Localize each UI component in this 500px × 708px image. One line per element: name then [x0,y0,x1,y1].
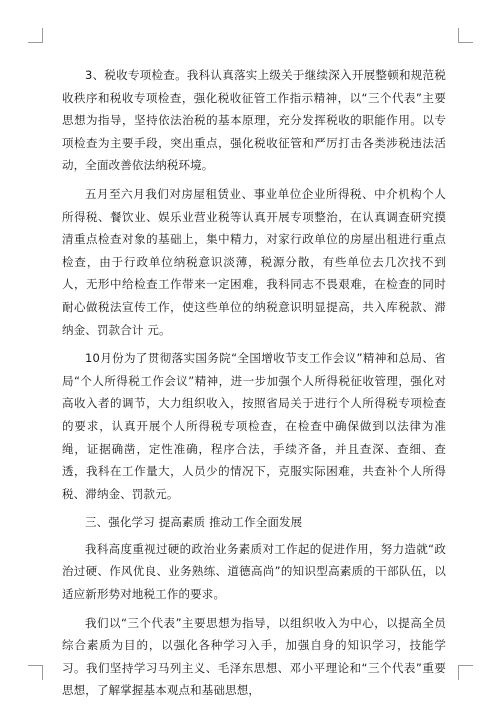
crop-mark-bottom-left [28,665,43,680]
paragraph-quality-team: 我科高度重视过硬的政治业务素质对工作起的促进作用，努力造就“政治过硬、作风优良、业务熟练、道德高尚”的知识型高素质的干部队伍，以适应新形势对地税工作的要求。 [62,541,446,602]
paragraph-study-theory: 我们以“三个代表”主要思想为指导，以组织收入为中心，以提高全员综合素质为目的，以强化各种学习入手，加强自身的知识学习，技能学习。我们坚持学习马列主义、毛泽东思想、邓小平理论和“三个代表”重要思想，了解掌握基本观点和基础思想， [62,615,446,698]
crop-mark-top-right [458,28,473,43]
crop-mark-bottom-right [458,665,473,680]
document-body [62,64,446,708]
paragraph-october-income-tax: 10月份为了贯彻落实国务院“全国增收节支工作会议”精神和总局、省局“个人所得税工作会议”精神，进一步加强个人所得税征收管理，强化对高收入者的调节，大力组织收入，按照省局关于进行个人所得税专项检查的要求，认真开展个人所得税专项检查，在检查中确保做到以法律为准绳，证据确凿，定性准确，程序合法，手续齐备，并且查深、查细、查透，我科在工作量大，人员少的情况下，克服实际困难，共查补个人所得税、滞纳金、罚款元。 [62,351,446,501]
crop-mark-top-left [28,28,43,43]
paragraph-tax-special-inspection: 3、税收专项检查。我科认真落实上级关于继续深入开展整顿和规范税收秩序和税收专项检查，强化税收征管工作指示精神，以“三个代表”主要思想为指导，坚持依法治税的基本原理，充分发挥税收的职能作用。以专项检查为主要手段，突出重点，强化税收征管和严厉打击各类涉税违法活动，全面改善依法纳税环境。 [62,68,446,173]
section-heading-study: 三、强化学习 提高素质 推动工作全面发展 [85,515,303,530]
paragraph-may-june-inspection: 五月至六月我们对房屋租赁业、事业单位企业所得税、中介机构个人所得税、餐饮业、娱乐业营业税等认真开展专项整治，在认真调查研究摸清重点检查对象的基础上，集中精力，对家行政单位的房屋出租进行重点检查，由于行政单位纳税意识淡薄，税源分散，有些单位去几次找不到人，无形中给检查工作带来一定困难，我科同志不畏艰难，在检查的同时耐心做税法宣传工作，使这些单位的纳税意识明显提高，共入库税款、滞纳金、罚款合计 元。 [62,186,446,337]
